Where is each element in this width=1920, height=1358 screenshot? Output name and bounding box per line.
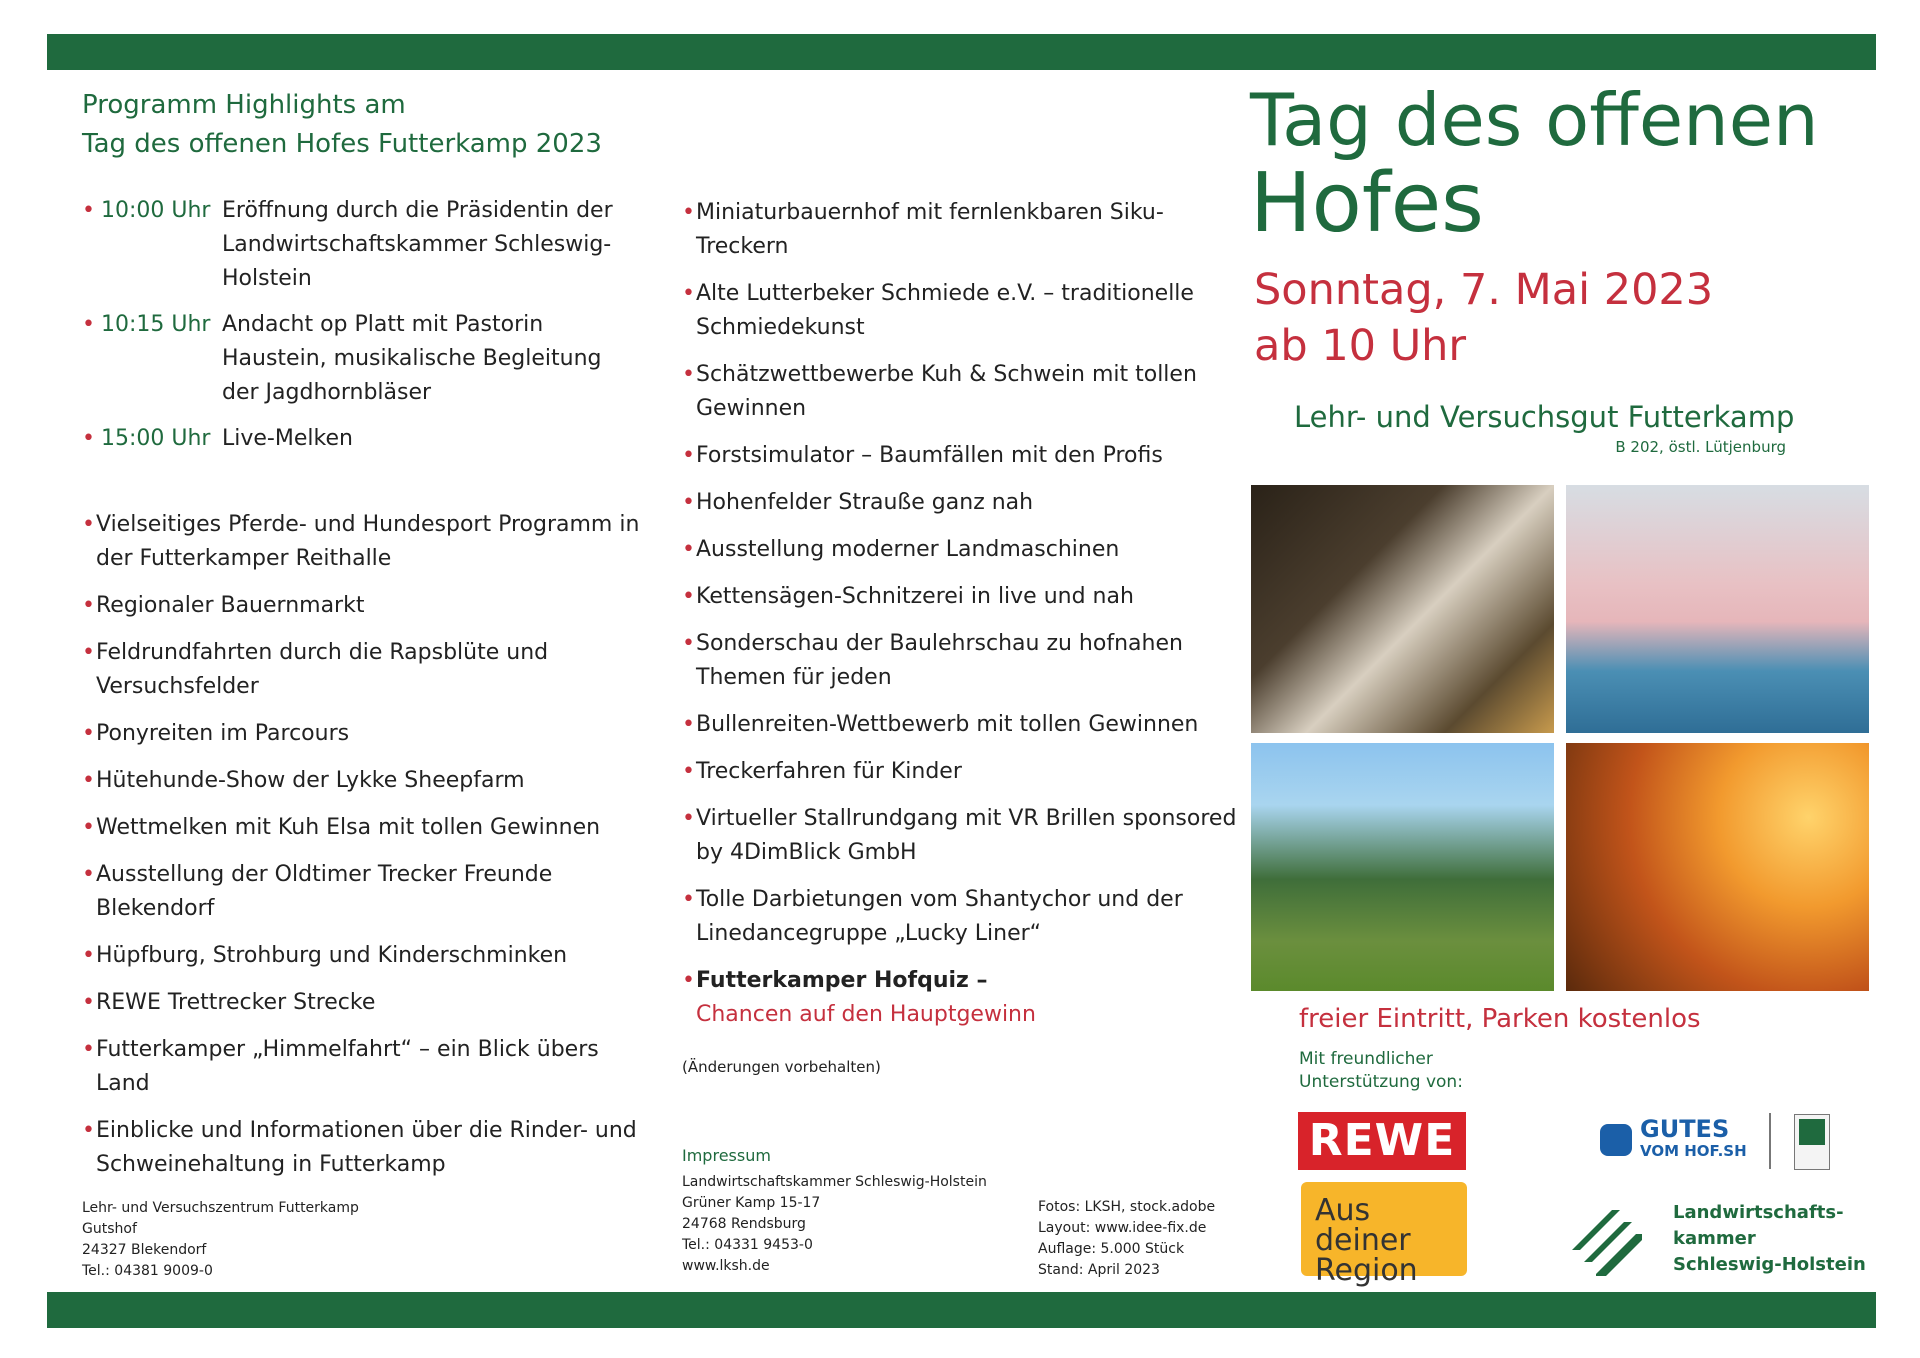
highlights-list-middle — [682, 196, 1242, 1032]
impressum-line: 24768 Rendsburg — [682, 1216, 806, 1232]
support-text — [1299, 1048, 1499, 1094]
gutes-vom-hof-text — [1640, 1115, 1747, 1162]
right-column — [1250, 80, 1890, 456]
impressum-line: Tel.: 04331 9453-0 — [682, 1237, 813, 1253]
event-date — [1250, 262, 1890, 374]
schedule-time: • 10:00 Uhr — [82, 194, 222, 296]
schedule-item — [82, 308, 642, 410]
event-date-line1: Sonntag, 7. Mai 2023 — [1254, 265, 1714, 315]
schedule — [82, 194, 642, 456]
top-bar — [47, 34, 1876, 70]
schedule-text: Andacht op Platt mit Pastorin Haustein, musikalische Begleitung der Jagdhornbläser — [222, 312, 602, 405]
list-item: • Miniaturbauernhof mit fernlenkbaren Siku-Treckern — [682, 196, 1242, 264]
footer-line: 24327 Blekendorf — [82, 1242, 207, 1258]
list-item: • Wettmelken mit Kuh Elsa mit tollen Gewinnen — [82, 811, 642, 845]
list-item: • Hohenfelder Strauße ganz nah — [682, 486, 1242, 520]
support-line2: Unterstützung von: — [1299, 1072, 1463, 1092]
impressum-title: Impressum — [682, 1146, 771, 1165]
region-line2: Region — [1315, 1253, 1418, 1288]
changes-note: (Änderungen vorbehalten) — [682, 1058, 881, 1076]
credits-line: Layout: www.idee-fix.de — [1038, 1220, 1207, 1236]
list-item: • Schätzwettbewerbe Kuh & Schwein mit tollen Gewinnen — [682, 358, 1242, 426]
footer-line: Tel.: 04381 9009-0 — [82, 1263, 213, 1279]
aus-deiner-region-logo — [1301, 1182, 1467, 1288]
pigs-photo — [1566, 485, 1869, 733]
footer-line: Gutshof — [82, 1221, 137, 1237]
house-icon — [1600, 1124, 1632, 1156]
quiz-subtitle: Chancen auf den Hauptgewinn — [696, 1002, 1036, 1027]
footer-address — [82, 1198, 359, 1282]
event-venue-sub: B 202, östl. Lütjenburg — [1615, 438, 1786, 456]
list-item: • Ponyreiten im Parcours — [82, 717, 642, 751]
free-entry: freier Eintritt, Parken kostenlos — [1299, 1004, 1701, 1034]
event-date-line2: ab 10 Uhr — [1254, 321, 1467, 371]
gutes-line2: VOM HOF.SH — [1640, 1142, 1747, 1160]
list-item: • Einblicke und Informationen über die Rinder- und Schweinehaltung in Futterkamp — [82, 1114, 642, 1182]
quality-seal-icon — [1794, 1114, 1830, 1170]
schedule-item — [82, 194, 642, 296]
list-item: • Bullenreiten-Wettbewerb mit tollen Gewinnen — [682, 708, 1242, 742]
list-item: • Virtueller Stallrundgang mit VR Brillen sponsored by 4DimBlick GmbH — [682, 802, 1242, 870]
lksh-line1: Landwirtschafts- — [1673, 1202, 1844, 1223]
event-venue: Lehr- und Versuchsgut Futterkamp — [1294, 400, 1795, 434]
schedule-item — [82, 422, 642, 456]
list-item: • Tolle Darbietungen vom Shantychor und der Linedancegruppe „Lucky Liner“ — [682, 883, 1242, 951]
event-title-line2: Hofes — [1250, 156, 1484, 251]
list-item: • Hütehunde-Show der Lykke Sheepfarm — [82, 764, 642, 798]
program-heading-line2: Tag des offenen Hofes Futterkamp 2023 — [82, 129, 602, 159]
highlights-list-left — [82, 508, 642, 1182]
left-column — [82, 86, 642, 1195]
list-item-quiz — [682, 964, 1242, 1032]
impressum-line: www.lksh.de — [682, 1258, 770, 1274]
credits — [1038, 1197, 1215, 1281]
schedule-text: Eröffnung durch die Präsidentin der Landwirtschaftskammer Schleswig-Holstein — [222, 198, 613, 291]
middle-column — [682, 196, 1242, 1076]
impressum-line: Grüner Kamp 15-17 — [682, 1195, 821, 1211]
lksh-line2: kammer — [1673, 1228, 1756, 1249]
lksh-line3: Schleswig-Holstein — [1673, 1254, 1866, 1275]
list-item: • Ausstellung der Oldtimer Trecker Freunde Blekendorf — [82, 858, 642, 926]
horse-girl-photo — [1566, 743, 1869, 991]
list-item: • REWE Trettrecker Strecke — [82, 986, 642, 1020]
list-item: • Treckerfahren für Kinder — [682, 755, 1242, 789]
lksh-logo-text — [1673, 1200, 1866, 1278]
schedule-time: • 10:15 Uhr — [82, 308, 222, 410]
photo-grid — [1251, 485, 1869, 993]
rewe-logo: REWE — [1298, 1112, 1466, 1170]
lksh-stripes-icon — [1572, 1206, 1642, 1276]
list-item: • Hüpfburg, Strohburg und Kinderschminken — [82, 939, 642, 973]
schedule-text: Live-Melken — [222, 426, 353, 451]
credits-line: Stand: April 2023 — [1038, 1262, 1160, 1278]
credits-line: Fotos: LKSH, stock.adobe — [1038, 1199, 1216, 1215]
schedule-time: • 15:00 Uhr — [82, 422, 222, 456]
list-item: • Forstsimulator – Baumfällen mit den Profis — [682, 439, 1242, 473]
region-line1: Aus deiner — [1315, 1193, 1411, 1258]
event-title-line1: Tag des offenen — [1250, 78, 1819, 162]
list-item: • Feldrundfahrten durch die Rapsblüte und Versuchsfelder — [82, 636, 642, 704]
support-line1: Mit freundlicher — [1299, 1049, 1433, 1069]
credits-line: Auflage: 5.000 Stück — [1038, 1241, 1185, 1257]
program-heading-line1: Programm Highlights am — [82, 90, 406, 120]
cow-photo — [1251, 485, 1554, 733]
impressum — [682, 1145, 987, 1277]
list-item: • Ausstellung moderner Landmaschinen — [682, 533, 1242, 567]
impressum-line: Landwirtschaftskammer Schleswig-Holstein — [682, 1174, 987, 1190]
list-item: • Regionaler Bauernmarkt — [82, 589, 642, 623]
gutes-vom-hof-logo — [1600, 1115, 1747, 1162]
list-item: • Futterkamper „Himmelfahrt“ – ein Blick übers Land — [82, 1033, 642, 1101]
list-item: • Kettensägen-Schnitzerei in live und nah — [682, 580, 1242, 614]
quiz-title: Futterkamper Hofquiz – — [696, 968, 988, 993]
footer-line: Lehr- und Versuchszentrum Futterkamp — [82, 1200, 359, 1216]
gutes-line1: GUTES — [1640, 1115, 1730, 1143]
children-tractor-photo — [1251, 743, 1554, 991]
logo-divider — [1769, 1113, 1771, 1169]
list-item: • Sonderschau der Baulehrschau zu hofnahen Themen für jeden — [682, 627, 1242, 695]
list-item: • Vielseitiges Pferde- und Hundesport Programm in der Futterkamper Reithalle — [82, 508, 642, 576]
bottom-bar — [47, 1292, 1876, 1328]
list-item: • Alte Lutterbeker Schmiede e.V. – traditionelle Schmiedekunst — [682, 277, 1242, 345]
